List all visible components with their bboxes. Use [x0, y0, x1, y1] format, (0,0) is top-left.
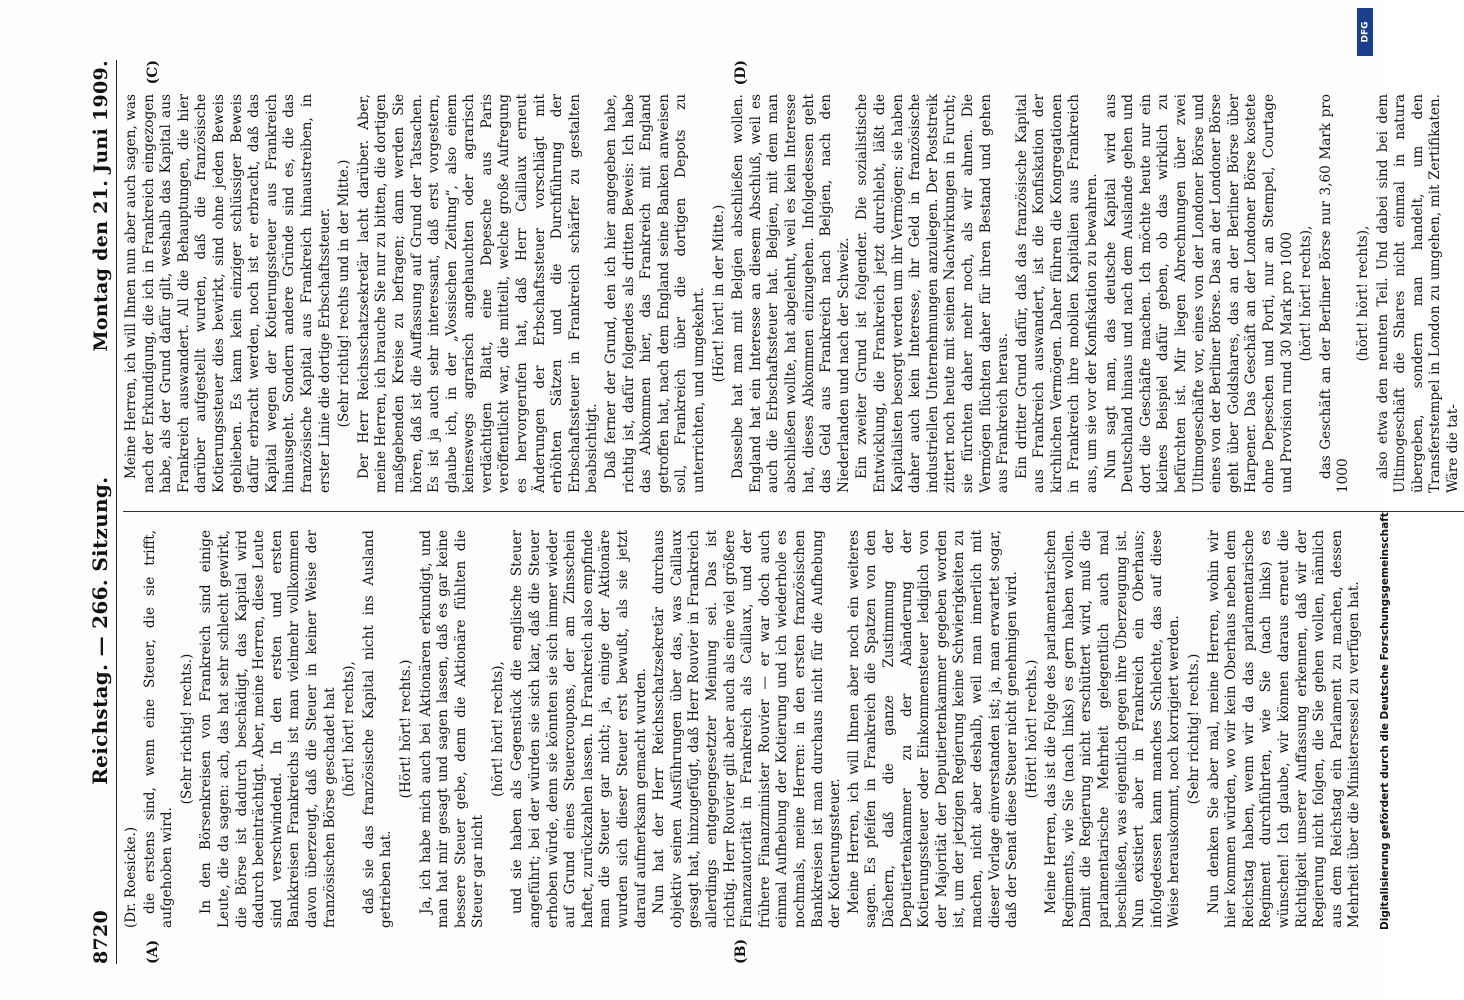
margin-marker-b: (B) — [733, 938, 749, 964]
paragraph: Meine Herren, ich will Ihnen nun aber auch sagen, was nach der Erkundigung, die ich in Frankreich eingezogen habe, als der Grund dafür gilt, weshalb das Kapital aus Frankreich auswandert. All die Behauptungen, die hier darüber aufgestellt wurden, daß die französische Kotierungssteuer dies bewirkt, sind ohne jeden Beweis geblieben. Es kann kein einziger schlüssiger Beweis dafür erbracht werden, noch ist er erbracht, daß das Kapital wegen der Kotierungssteuer aus Frankreich hinausgeht. Sondern andere Gründe sind es, die das französische Kapital aus Frankreich hinaustreiben, in erster Linie die dortige Erbschaftssteuer. — [123, 94, 333, 493]
paragraph: Ein zweiter Grund ist folgender. Die sozialistische Entwicklung, die Frankreich jetzt durchlebt, läßt die Kapitalisten besorgt werden um ihr Vermögen; sie haben daher auch kein Interesse, ihr Geld in französische industriellen Unternehmungen anzulegen. Der Poststreik zittert noch heute mit seinen Nachwirkungen in Furcht; sie fürchten daher mehr noch, als wir ahnen. Die Vermögen flüchten daher für ihren Bestand und gehen aus Frankreich heraus. — [854, 94, 1012, 493]
paragraph: und sie haben als Gegenstück die englische Steuer angeführt; bei der würden sie sich klar, daß die Steuer erhoben würde, denn sie könnten sie sich immer wieder auf Grund eines Steuercoupons, der am Zinsschein haftet, zurückzahlen lassen. In Frankreich also empfinde man die Steuer gar nicht; ja, einige der Aktionäre wurden sich dieser Steuer erst bewußt, als sie jetzt darauf aufmerksam gemacht wurden. — [509, 530, 649, 928]
paragraph: Meine Herren, ich will Ihnen aber noch ein weiteres sagen. Es pfeifen in Frankreich die Spatzen von den Dächern, daß die ganze Zustimmung der Deputiertenkammer zu der Abänderung der Kotierungssteuer oder Einkommensteuer lediglich von der Majorität der Deputiertenkammer gegeben worden ist, um der jetzigen Regierung keine Schwierigkeiten zu machen, nicht aber deshalb, weil man innerlich mit dieser Vorlage einverstanden ist; ja, man erwartet sogar, daß der Senat diese Steuer nicht genehmigen wird. — [845, 530, 1021, 928]
session-title: Reichstag. — 266. Sitzung. — [88, 476, 112, 785]
interjection: (hört! hört! rechts), — [341, 661, 358, 797]
interjection: (Hört! hört! rechts.) — [1023, 659, 1040, 799]
paragraph: Nun hat der Herr Reichsschatzsekretär durchaus objektiv seinen Ausführungen über das, was Caillaux gesagt hat, hinzugefügt, daß Herr Rouvier in Frankreich allerdings entgegengesetzter Meinung sei. Das ist richtig. Herr Rouvier gilt aber auch als eine viel größere Finanzautorität in Frankreich als Caillaux, und der frühere Finanzminister Rouvier — er war doch auch einmal Aufhebung der Kotierung und ich wiederhole es nochmals, meine Herren: in den ersten französischen Bankkreisen ist man durchaus nicht für die Aufhebung der Kotierungssteuer. — [651, 530, 844, 928]
interjection: (Hört! hört! rechts.) — [397, 659, 414, 799]
paragraph: Ja, ich habe mich auch bei Aktionären erkundigt, und man hat mir gesagt und sagen lassen, daß es gar keine bessere Steuer gebe, denn die Aktionäre fühlten die Steuer gar nicht — [417, 530, 487, 928]
page-number: 8720 — [90, 909, 112, 964]
paragraph: Meine Herren, das ist die Folge des parlamentarischen Regiments, wie Sie (nach links) es gern haben wollen. Damit die Regierung nicht erschüttert wird, muß die parlamentarische Mehrheit gelegentlich auch mal beschließen, was eigentlich gegen ihre Überzeugung ist. Nun existiert aber in Frankreich ein Oberhaus; infolgedessen kann manches Schlechte, das auf diese Weise herauskommt, noch korrigiert werden. — [1043, 530, 1183, 928]
margin-marker-c: (C) — [145, 60, 161, 85]
page-header — [88, 60, 117, 964]
paragraph: Nun sagt man, das deutsche Kapital wird aus Deutschland hinaus und nach dem Auslande gehen und dort die Geschäfte machen. Ich möchte heute nur ein kleines Beispiel dafür geben, ob das wirklich zu befürchten ist. Mir liegen Abrechnungen über zwei Ultimogeschäfte vor, eines von der Londoner Börse und eines von der Berliner Börse. Das an der Londoner Börse geht über Goldshares, das an der Berliner Börse über Harpener. Das Geschäft an der Londoner Börse kostete ohne Depeschen und Porti, nur an Stempel, Courtage und Provision rund 30 Mark pro 1000 — [1102, 94, 1295, 493]
left-column — [123, 512, 1464, 964]
dfg-logo-text: DFG — [1360, 21, 1371, 43]
interjection: (hört! hört! rechts), — [489, 661, 506, 797]
paragraph: Nun denken Sie aber mal, meine Herren, wohin wir hier kommen würden, wo wir kein Oberhaus neben dem Reichstag haben, wenn wir da das parlamentarische Regiment durchführten, wie Sie (nach links) es wünschen! Ich glaube, wir können daraus erneut die Richtigkeit unserer Auffassung erkennen, daß wir der Regierung nicht folgen, die Sie gehen wollen, nämlich aus dem Reichstag ein Parlament zu machen, dessen Mehrheit über die Ministersessel zu verfügen hat. — [1205, 530, 1363, 928]
interjection: (Sehr richtig! rechts.) — [178, 653, 195, 805]
paragraph: In den Börsenkreisen von Frankreich sind einige Leute, die da sagen: ach, das hat sehr schlecht gewirkt, die Börse ist dadurch beschädigt, das Kapital wird dadurch beeinträchtigt. Aber, meine Herren, diese Leute sind verschwindend. In den ersten und ersten Bankkreisen Frankreichs ist man vielmehr vollkommen davon überzeugt, daß die Steuer in keiner Weise der französischen Börse geschadet hat — [198, 530, 338, 928]
interjection: (Sehr richtig! rechts.) — [1186, 653, 1203, 805]
paragraph: Dasselbe hat man mit Belgien abschließen wollen. England hat ein Interesse an diesem Abschluß, weil es auch die Erbschaftssteuer hat. Belgien, mit dem man abschließen wollte, hat abgelehnt, weil es kein Interesse hat, dieses Abkommen einzugehen. Infolgedessen geht das Geld aus Frankreich nach Belgien, nach den Niederlanden und nach der Schweiz. — [730, 94, 852, 493]
interjection: (Hört! hört! in der Mitte.) — [710, 204, 727, 383]
paragraph: Daß ferner der Grund, den ich hier angegeben habe, richtig ist, dafür folgendes als dritten Beweis: Ich habe das Abkommen hier, das Frankreich mit England getroffen hat, nach dem England seine Banken anweisen soll, Frankreich über die dortigen Depots zu unterrichten, und umgekehrt. — [603, 94, 707, 493]
margin-marker-d: (D) — [733, 60, 749, 86]
credit-text: Digitalisierung gefördert durch die Deutsche Forschungsgemeinschaft — [1379, 512, 1391, 930]
interjection: (hört! hört! rechts), — [1354, 225, 1371, 362]
right-column — [123, 60, 1464, 512]
interjection: (Sehr richtig! rechts und in der Mitte.) — [336, 159, 353, 428]
speaker-label: (Dr. Roesicke.) — [123, 826, 139, 928]
session-date: Montag den 21. Juni 1909. — [90, 60, 112, 352]
paragraph: also etwa den neunten Teil. Und dabei sind bei dem Ultimogeschäft die Shares nicht einmal in natura übergeben, sondern man handelt, um den Transferstempel in London zu umgehen, mit Zertifikaten. Wäre die tat- — [1374, 94, 1461, 493]
margin-marker-a: (A) — [145, 939, 161, 964]
digitization-credit — [1352, 8, 1391, 992]
text-columns — [123, 60, 1464, 964]
paragraph: Ein dritter Grund dafür, daß das französische Kapital aus Frankreich auswandert, ist die Konfiskation der kirchlichen Vermögen. Daher führen die Kongregationen in Frankreich ihre mobilen Kapitalien aus Frankreich aus, um sie vor der Konfiskation zu bewahren. — [1013, 94, 1101, 493]
paragraph: daß sie das französische Kapital nicht ins Ausland getrieben hat. — [360, 530, 395, 928]
paragraph: Der Herr Reichsschatzsekretär lacht darüber. Aber, meine Herren, ich brauche Sie nur zu bitten, die dortigen maßgebenden Kreise zu befragen; dann werden Sie hören, daß ist die Auffassung auf Grund der Tatsachen. Es ist ja auch sehr interessant, daß erst vorgestern, glaube ich, in der „Vossischen Zeitung“, also einem keineswegs agrarisch angehauchten oder agrarisch verdächtigen Blatt, eine Depesche aus Paris veröffentlicht war, die mitteilt, welche große Aufregung es hervorgerufen hat, daß Herr Caillaux erneut Änderungen der Erbschaftssteuer vorschlägt mit erhöhten Sätzen und die Durchführung der Erbschaftssteuer in Frankreich schärfer zu gestalten beabsichtigt. — [355, 94, 601, 493]
paragraph: das Geschäft an der Berliner Börse nur 3,60 Mark pro 1000 — [1317, 94, 1352, 493]
interjection: (hört! hört! rechts), — [1298, 225, 1315, 362]
paragraph: die erstens sind, wenn eine Steuer, die sie trifft, aufgehoben wird. — [141, 530, 176, 928]
